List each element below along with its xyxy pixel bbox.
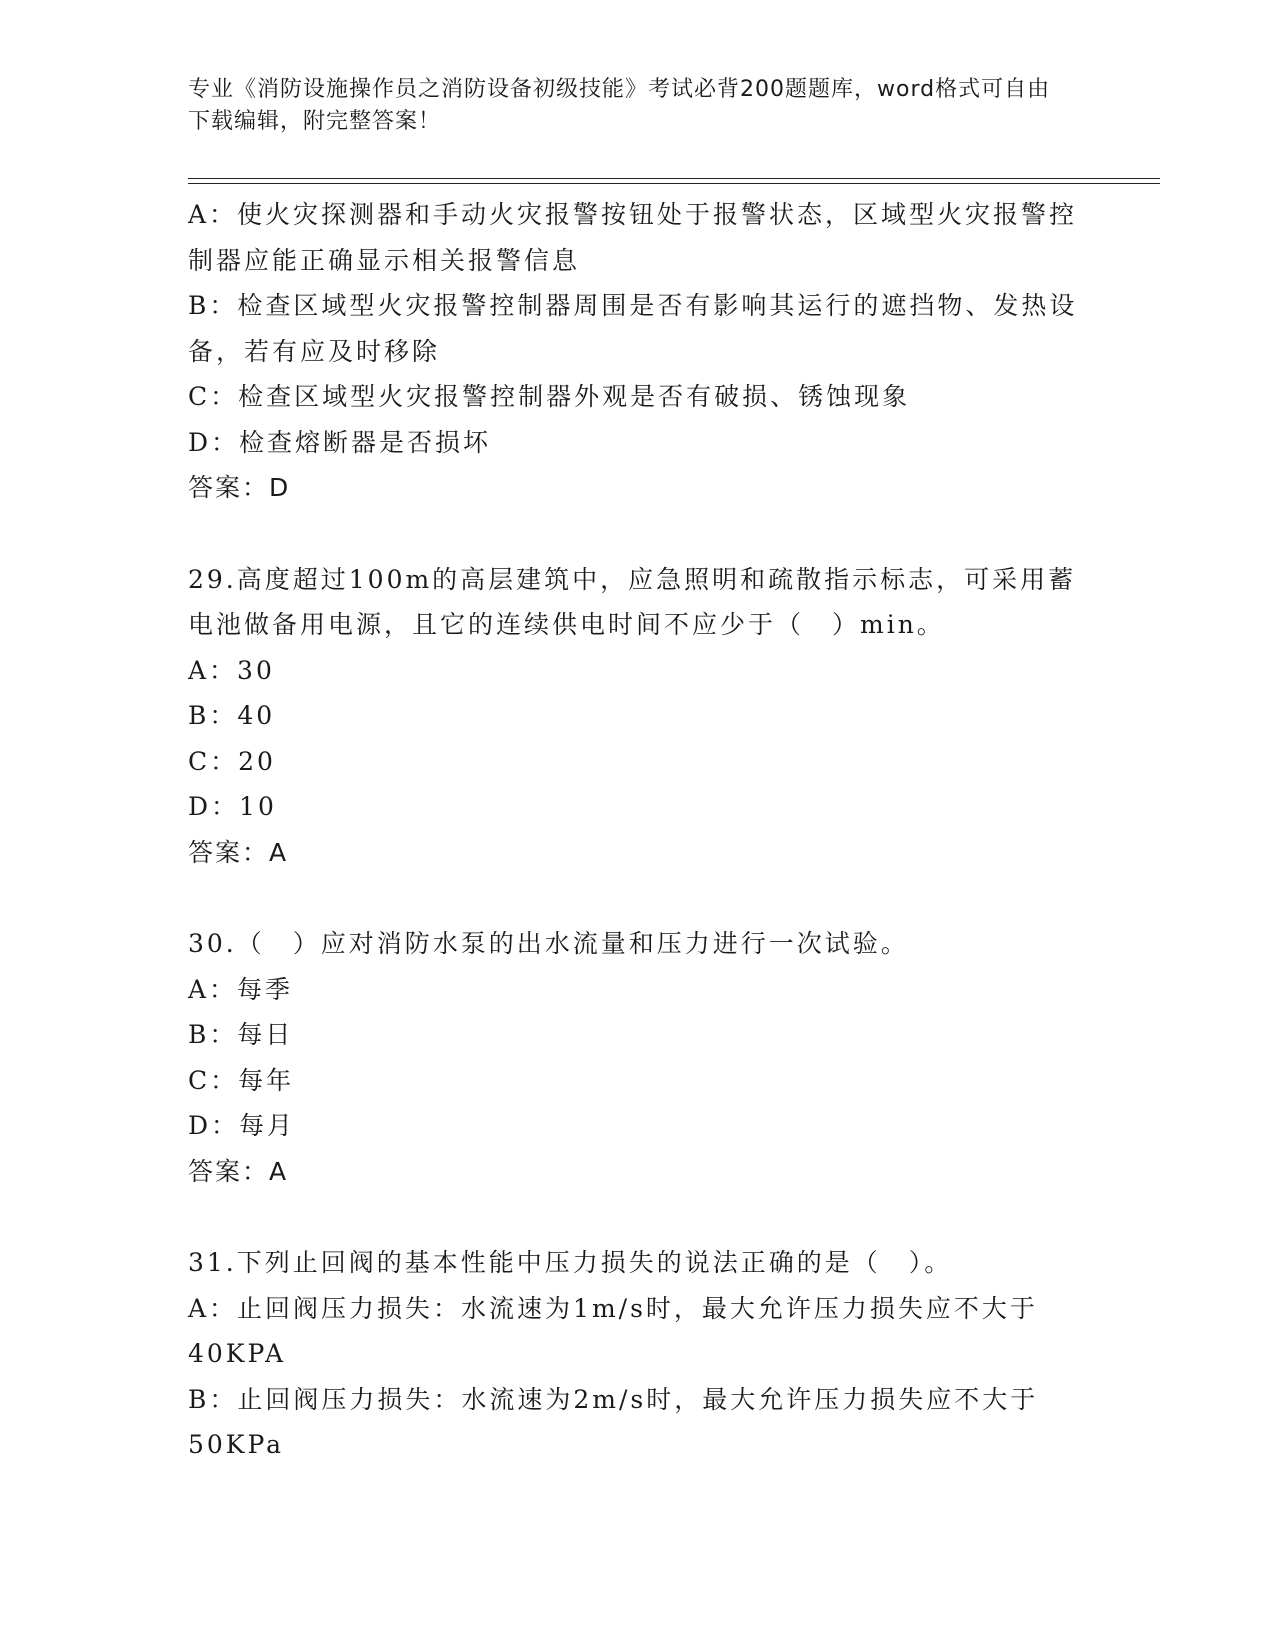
option-b: B：止回阀压力损失：水流速为2m/s时，最大允许压力损失应不大于50KPa bbox=[188, 1384, 1039, 1459]
question-stem: 31.下列止回阀的基本性能中压力损失的说法正确的是（ ）。 bbox=[188, 1248, 953, 1277]
option-a: A：止回阀压力损失：水流速为1m/s时，最大允许压力损失应不大于40KPA bbox=[188, 1293, 1038, 1368]
header-divider-bottom bbox=[188, 183, 1160, 184]
option-d: D：检查熔断器是否损坏 bbox=[188, 427, 492, 457]
option-b: B：40 bbox=[188, 701, 276, 730]
answer-line: 答案：A bbox=[188, 1156, 289, 1186]
spacer bbox=[188, 1194, 1088, 1240]
option-a: A：使火灾探测器和手动火灾报警按钮处于报警状态，区域型火灾报警控制器应能正确显示相关报警信息 bbox=[188, 200, 1078, 275]
option-a: A：30 bbox=[188, 655, 275, 685]
question-block-31 bbox=[188, 1240, 1088, 1468]
header-divider-top bbox=[188, 178, 1160, 179]
answer-line: 答案：D bbox=[188, 473, 291, 502]
question-block-prev bbox=[188, 192, 1088, 511]
question-block-30 bbox=[188, 921, 1088, 1194]
question-block-29 bbox=[188, 557, 1088, 876]
spacer bbox=[188, 511, 1088, 557]
question-content bbox=[188, 192, 1088, 1468]
option-b: B：检查区域型火灾报警控制器周围是否有影响其运行的遮挡物、发热设备，若有应及时移除 bbox=[188, 291, 1078, 366]
answer-line: 答案：A bbox=[188, 837, 289, 867]
option-c: C：每年 bbox=[188, 1065, 295, 1095]
option-d: D：10 bbox=[188, 792, 277, 821]
document-header: 专业《消防设施操作员之消防设备初级技能》考试必背200题题库，word格式可自由下载编辑，附完整答案！ bbox=[188, 77, 1051, 134]
option-c: C：20 bbox=[188, 746, 276, 776]
option-d: D：每月 bbox=[188, 1111, 296, 1140]
option-b: B：每日 bbox=[188, 1020, 294, 1049]
option-c: C：检查区域型火灾报警控制器外观是否有破损、锈蚀现象 bbox=[188, 382, 911, 411]
question-stem: 30.（ ）应对消防水泵的出水流量和压力进行一次试验。 bbox=[188, 929, 909, 958]
question-stem: 29.高度超过100m的高层建筑中，应急照明和疏散指示标志，可采用蓄电池做备用电源，且它的连续供电时间不应少于（ ）min。 bbox=[188, 564, 1077, 639]
option-a: A：每季 bbox=[188, 974, 294, 1004]
spacer bbox=[188, 875, 1088, 921]
